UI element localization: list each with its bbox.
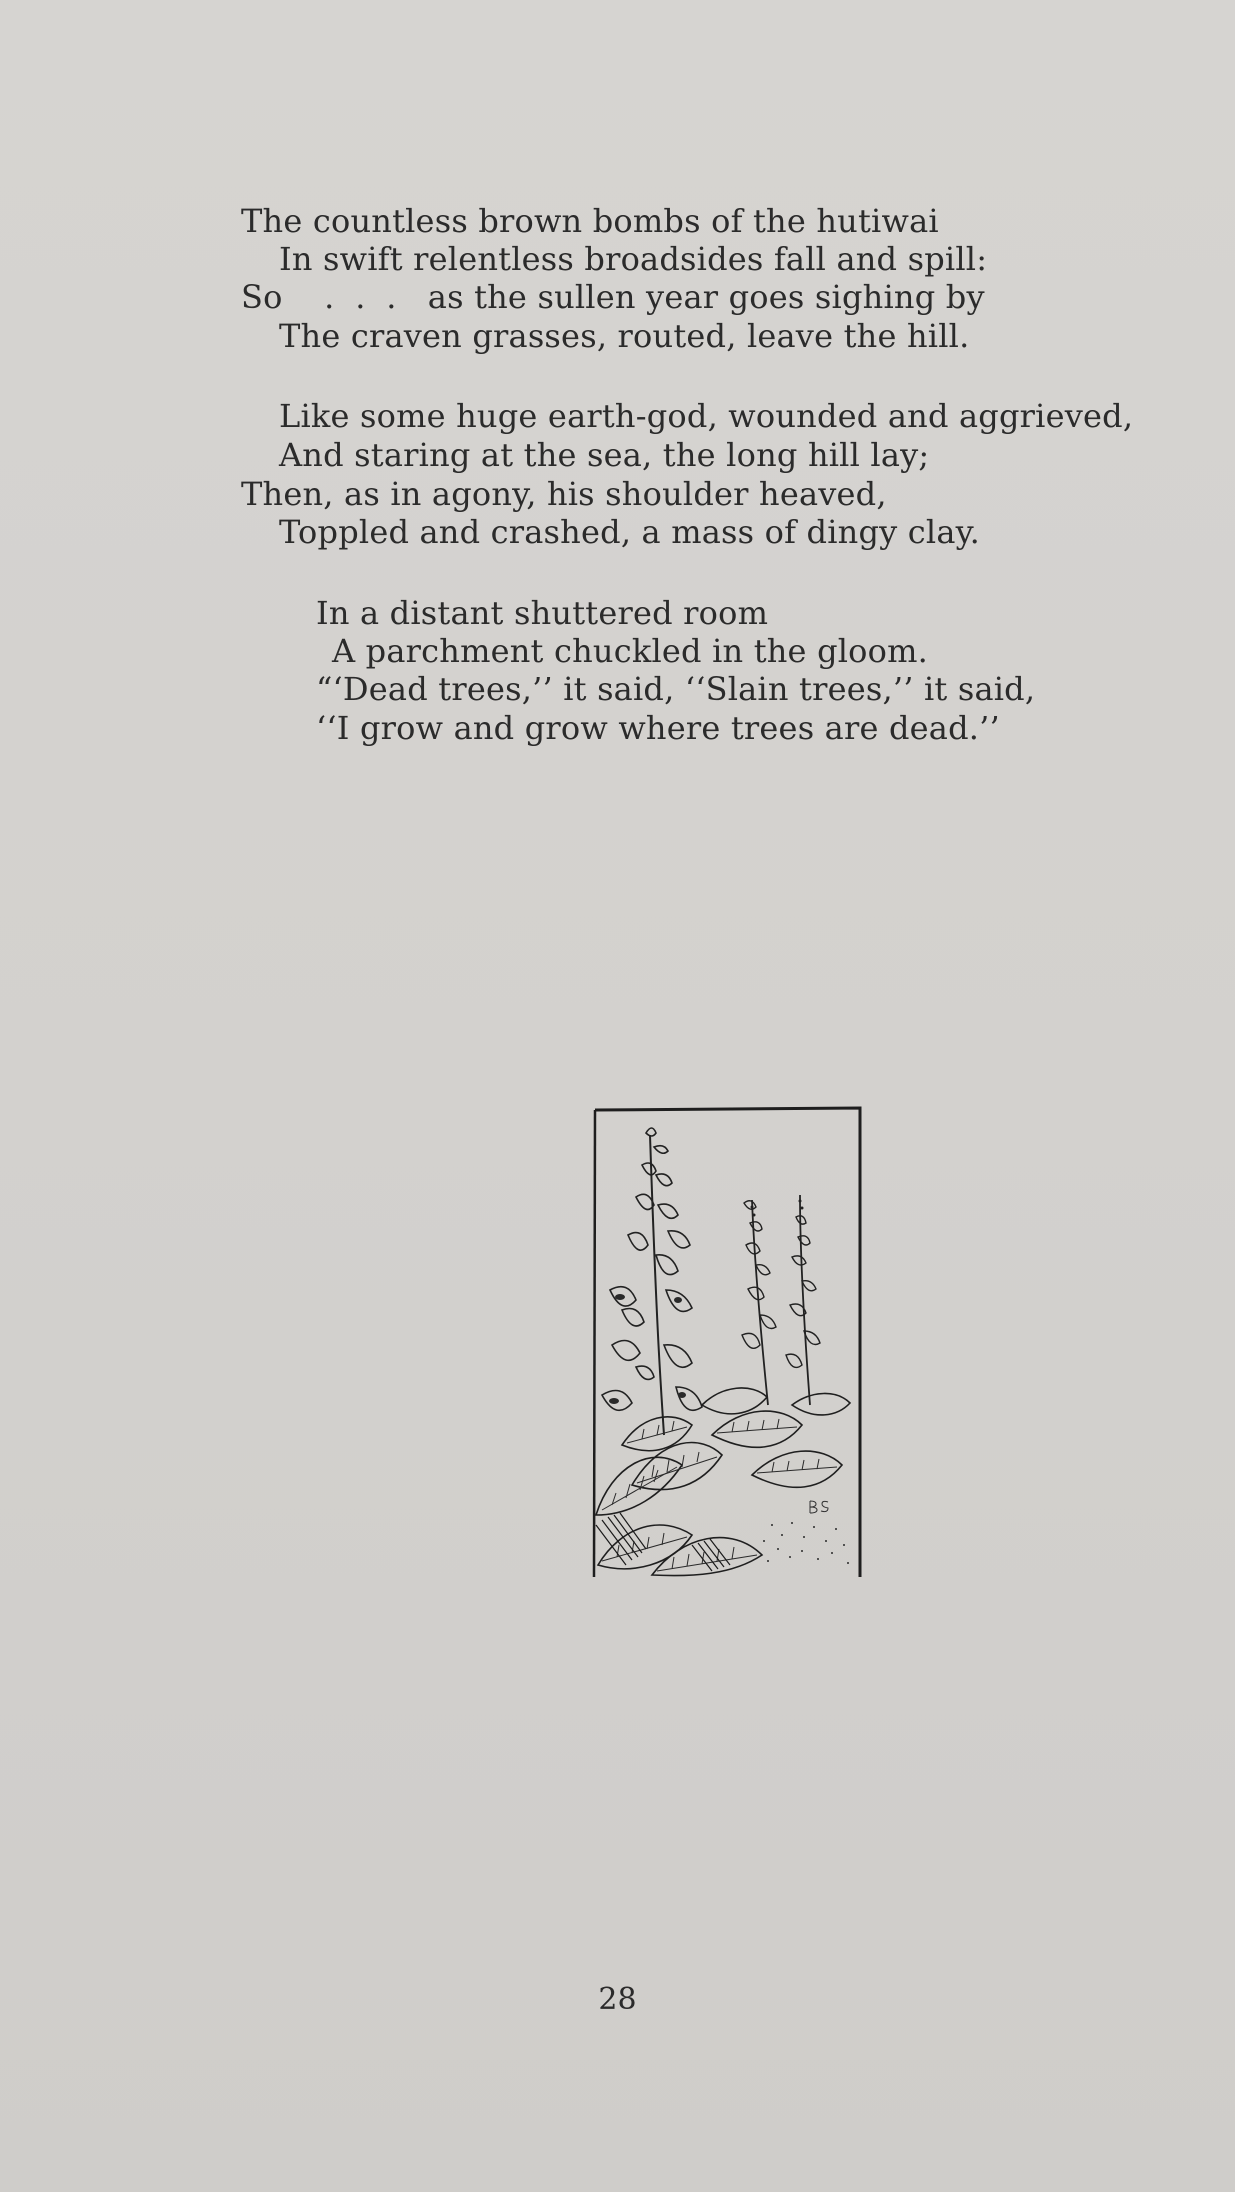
page-number: 28: [598, 1982, 637, 2017]
foxglove-illustration: [592, 1105, 862, 1580]
poem-line: Then, as in agony, his shoulder heaved,: [241, 475, 887, 513]
poem-line: In swift relentless broadsides fall and spill:: [279, 240, 988, 278]
poem-line: The craven grasses, routed, leave the hill.: [279, 317, 970, 355]
poem-line: In a distant shuttered room: [316, 594, 769, 632]
poem-line: Toppled and crashed, a mass of dingy clay.: [279, 513, 981, 551]
poem-line: So . . . as the sullen year goes sighing by: [241, 278, 985, 316]
poem-line: A parchment chuckled in the gloom.: [332, 632, 929, 670]
poem-line: Like some huge earth-god, wounded and aggrieved,: [279, 397, 1134, 435]
poem-line: “‘Dead trees,’’ it said, ‘‘Slain trees,’’ it said,: [316, 670, 1036, 708]
foxglove-drawing-icon: [592, 1105, 862, 1580]
poem-line: The countless brown bombs of the hutiwai: [241, 202, 939, 240]
poem-line: ‘‘I grow and grow where trees are dead.’’: [316, 709, 1000, 747]
poem-line: And staring at the sea, the long hill lay;: [279, 436, 930, 474]
